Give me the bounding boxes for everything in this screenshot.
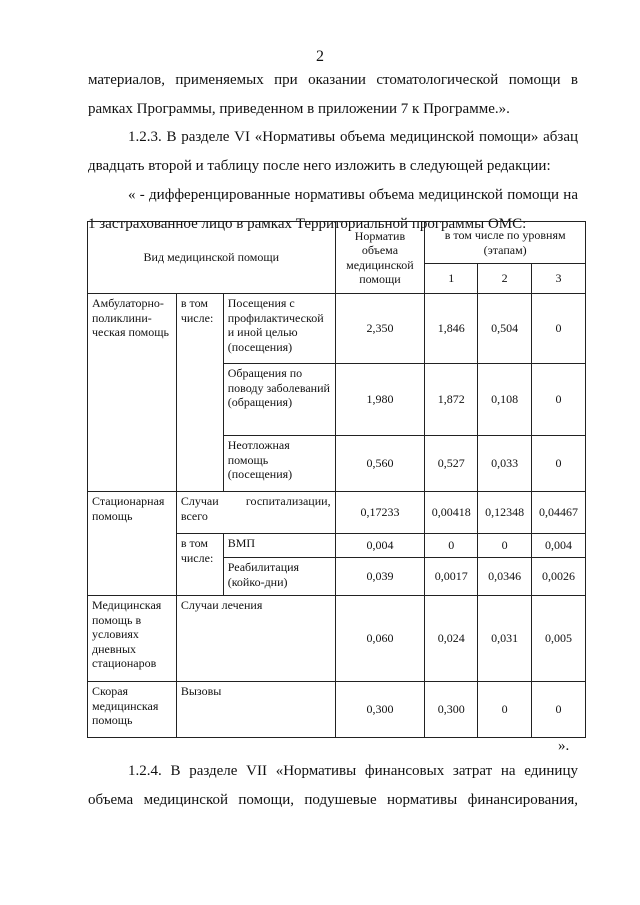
paragraph-line: 1 застрахованное лицо в рамках Территориальной программы ОМС: [88,216,527,232]
level-3-value: 0,0026 [532,558,586,596]
paragraph-section-vi [88,123,578,181]
norm-value: 0,004 [335,534,425,558]
norm-value: 1,980 [335,364,425,436]
paragraph-line: 1.2.3. В разделе VI «Нормативы объема медицинской помощи» абзац [128,129,578,145]
level-3-value: 0,004 [532,534,586,558]
row-label: Случаи госпитализации, всего [176,492,335,534]
level-1-value: 0,0017 [425,558,478,596]
level-1-value: 1,872 [425,364,478,436]
header-row [88,222,586,264]
level-1-value: 1,846 [425,294,478,364]
level-2-value: 0,504 [478,294,532,364]
header-levels: в том числе по уровням (этапам) [425,222,586,264]
level-3-value: 0,005 [532,596,586,682]
level-2-value: 0,0346 [478,558,532,596]
level-1-value: 0,00418 [425,492,478,534]
paragraph-materials [88,66,578,124]
norm-value: 0,300 [335,682,425,738]
paragraph-line: объема медицинской помощи, подушевые нормативы финансирования, [88,792,578,808]
header-level-1: 1 [425,264,478,294]
level-1-value: 0,024 [425,596,478,682]
row-label: ВМП [223,534,335,558]
level-3-value: 0 [532,294,586,364]
closing-quote: ». [558,738,570,754]
level-2-value: 0,108 [478,364,532,436]
row-label: Обращения по поводу заболеваний (обращения) [223,364,335,436]
header-kind: Вид медицинской помощи [88,222,336,294]
header-norm: Норматив объема медицинской помощи [335,222,425,294]
level-2-value: 0,12348 [478,492,532,534]
paragraph-line: 1.2.4. В разделе VII «Нормативы финансовых затрат на единицу [128,763,578,779]
table-row [88,596,586,682]
norm-value: 0,039 [335,558,425,596]
header-level-3: 3 [532,264,586,294]
paragraph-line: материалов, применяемых при оказании стоматологической помощи в [88,72,578,88]
row-label: Посещения с профилактической и иной целью (посещения) [223,294,335,364]
header-level-2: 2 [478,264,532,294]
paragraph-line: рамках Программы, приведенном в приложении 7 к Программе.». [88,101,510,117]
page-number: 2 [316,48,324,65]
norm-value: 0,060 [335,596,425,682]
including-label: в том числе: [176,534,223,596]
level-3-value: 0 [532,436,586,492]
level-1-value: 0,527 [425,436,478,492]
inpatient-name: Стационарная помощь [88,492,177,596]
ambulatory-name: Амбулаторно-поликлини-ческая помощь [88,294,177,492]
table-row [88,294,586,364]
level-3-value: 0 [532,682,586,738]
level-2-value: 0 [478,534,532,558]
level-2-value: 0 [478,682,532,738]
ambulance-name: Скорая медицинская помощь [88,682,177,738]
table-row [88,682,586,738]
norm-value: 2,350 [335,294,425,364]
row-label: Вызовы [176,682,335,738]
level-3-value: 0,04467 [532,492,586,534]
row-label: Случаи лечения [176,596,335,682]
norm-value: 0,17233 [335,492,425,534]
day-hospital-name: Медицинская помощь в условиях дневных стационаров [88,596,177,682]
paragraph-section-vii [88,757,578,815]
level-3-value: 0 [532,364,586,436]
level-1-value: 0,300 [425,682,478,738]
level-2-value: 0,031 [478,596,532,682]
paragraph-line: двадцать второй и таблицу после него изложить в следующей редакции: [88,158,551,174]
row-label: Реабилитация (койко-дни) [223,558,335,596]
level-1-value: 0 [425,534,478,558]
including-label: в том числе: [176,294,223,492]
row-label: Неотложная помощь (посещения) [223,436,335,492]
norm-value: 0,560 [335,436,425,492]
level-2-value: 0,033 [478,436,532,492]
norms-table [87,221,586,738]
paragraph-line: « - дифференцированные нормативы объема медицинской помощи на [128,187,578,203]
table-row [88,492,586,534]
